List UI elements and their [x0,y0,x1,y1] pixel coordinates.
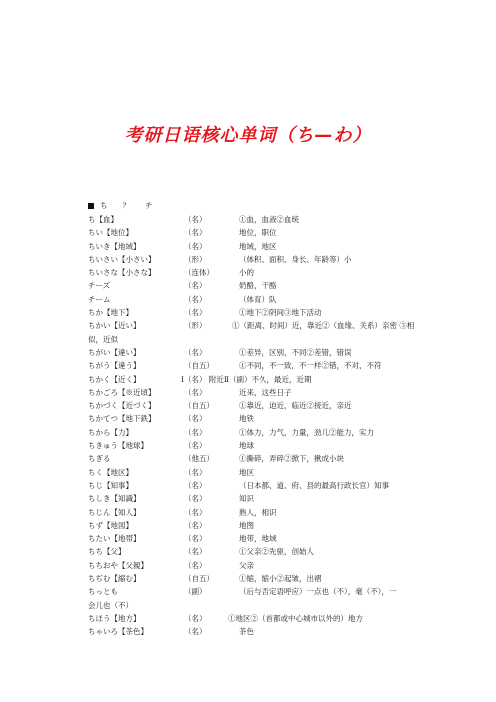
list-item [88,240,418,253]
list-item [88,492,418,505]
section-heading-text: ち ？ チ [100,201,153,210]
entry-part-of-speech: （名） [184,347,207,357]
page-title: 考研日语核心单词（ち—わ） [124,125,372,146]
entry-word: ちかく【近く】 [88,374,141,384]
entry-meaning: 地图 [239,520,254,530]
list-item [88,306,418,319]
list-item [88,319,418,332]
list-item [88,545,418,558]
entry-part-of-speech: （自五） [184,401,214,411]
entry-meaning: ①地区②（首都或中心城市以外的）地方 [228,613,363,623]
entry-word: ちいさな【小さな】 [88,268,156,278]
entry-word: ちち【父】 [88,547,126,557]
vocabulary-list [88,213,418,639]
entry-meaning: （体积、面积、身长、年龄等）小 [239,254,352,264]
entry-part-of-speech: （自五） [184,574,214,584]
list-item [88,452,418,465]
entry-meaning: ①（距离、时间）近，靠近②（血缘、关系）亲密 ③相 [232,321,415,331]
entry-word: ち【血】 [88,215,118,224]
entry-meaning: 知识 [239,494,254,504]
list-item [88,399,418,412]
entry-word: ちじ【知事】 [88,480,133,490]
entry-part-of-speech: （名） [184,294,207,304]
entry-part-of-speech: （名） [184,494,207,504]
list-item [88,506,418,519]
entry-part-of-speech: （名） [184,215,207,224]
entry-word: ちたい【地帯】 [88,534,141,544]
entry-part-of-speech: （形） [184,254,207,264]
list-item [88,293,418,306]
entry-meaning: ①地下②阴间③地下活动 [239,308,322,318]
entry-word: ちゃいろ【茶色】 [88,627,148,637]
entry-meaning: ①差异，区别，不同②差错，错误 [239,347,352,357]
entry-part-of-speech: （名） [184,613,207,623]
entry-word: チーム [88,294,111,304]
entry-part-of-speech: （名） [184,281,207,291]
list-item [88,519,418,532]
entry-meaning: 近来，这些日子 [239,387,292,397]
entry-part-of-speech: （名） [184,241,207,251]
entry-part-of-speech: （名） [184,387,207,397]
section-heading [88,200,153,211]
entry-part-of-speech: Ⅰ（名） 附近Ⅱ（副）不久，最近，近期 [181,374,312,384]
entry-part-of-speech: （名） [184,560,207,570]
list-item [88,386,418,399]
entry-word: ちぎる [88,454,111,464]
entry-meaning: ①撕碎，弄碎②掀下，揪成小块 [239,454,344,464]
entry-part-of-speech: （名） [184,441,207,451]
list-item [88,266,418,279]
entry-word: ちかごろ【※近頃】 [88,387,156,397]
list-item [88,466,418,479]
list-item [88,479,418,492]
entry-part-of-speech: （连体） [184,268,214,278]
entry-meaning: ①靠近，迫近，临近②接近，亲近 [239,401,352,411]
entry-word: ちかい【近い】 [88,321,141,331]
entry-meaning: ①体力，力气，力量，劲儿②能力，实力 [239,427,374,437]
list-item [88,226,418,239]
entry-word: ちちおや【父親】 [88,560,148,570]
entry-word: ちがい【違い】 [88,347,141,357]
entry-meaning: 地位，职位 [239,228,277,238]
entry-meaning: （日本都、道、府、县的最高行政长官）知事 [239,480,389,490]
entry-part-of-speech: （形） [184,321,207,331]
entry-word: ちかてつ【地下鉄】 [88,414,156,424]
entry-word: ちきゅう【地球】 [88,441,148,451]
list-item [88,559,418,572]
entry-word: ちかづく【近づく】 [88,401,156,411]
entry-part-of-speech: （自五） [184,361,214,371]
entry-meaning: 熟人，相识 [239,507,277,517]
entry-meaning: 父亲 [239,560,254,570]
entry-meaning: ①血，血液②血统 [239,215,299,224]
entry-meaning-continuation: 会儿也（不） [88,600,133,610]
entry-meaning: （体育）队 [239,294,277,304]
entry-word: ちほう【地方】 [88,613,141,623]
list-item [88,213,418,226]
list-item [88,279,418,292]
entry-meaning: 地域，地区 [239,241,277,251]
entry-word: ちっとも [88,587,118,597]
entry-word: チーズ [88,281,111,291]
entry-meaning: 地球 [239,441,254,451]
entry-meaning: （后与否定语呼应）一点也（不），毫（不），一 [239,587,397,597]
entry-part-of-speech: （名） [184,228,207,238]
list-item [88,572,418,585]
entry-part-of-speech: （名） [184,414,207,424]
entry-word: ちじん【知人】 [88,507,141,517]
list-item [88,359,418,372]
entry-part-of-speech: （名） [184,480,207,490]
entry-word: ちぢむ【縮む】 [88,574,141,584]
entry-word: ちから【力】 [88,427,133,437]
entry-part-of-speech: （名） [184,520,207,530]
list-item [88,426,418,439]
list-item [88,612,418,625]
list-item [88,532,418,545]
entry-meaning: ①不同，不一致，不一样②错，不对，不符 [239,361,382,371]
entry-word: ちく【地区】 [88,467,133,477]
entry-part-of-speech: （他五） [184,454,214,464]
entry-part-of-speech: （名） [184,467,207,477]
entry-meaning: 茶色 [239,627,254,637]
black-square-icon [88,203,94,209]
entry-part-of-speech: （名） [184,427,207,437]
entry-word: ちがう【違う】 [88,361,141,371]
entry-word: ちいさい【小さい】 [88,254,156,264]
entry-part-of-speech: （名） [184,507,207,517]
list-item [88,346,418,359]
entry-meaning-continuation: 似，近似 [88,334,118,344]
entry-meaning: ①父亲②先驱，创始人 [239,547,314,557]
entry-word: ちしき【知識】 [88,494,141,504]
list-item [88,439,418,452]
entry-part-of-speech: （名） [184,547,207,557]
entry-meaning: 地区 [239,467,254,477]
entry-meaning: 地带，地域 [239,534,277,544]
list-item [88,412,418,425]
entry-part-of-speech: （名） [184,308,207,318]
entry-meaning: ①缩，缩小②起皱，出褶 [239,574,322,584]
list-item [88,253,418,266]
entry-word: ちか【地下】 [88,308,133,318]
entry-part-of-speech: （副） [184,587,207,597]
entry-part-of-speech: （名） [184,534,207,544]
entry-meaning: 地铁 [239,414,254,424]
list-item [88,625,418,638]
entry-part-of-speech: （名） [184,627,207,637]
list-item [88,373,418,386]
entry-word: ちい【地位】 [88,228,133,238]
entry-meaning: 奶酪，干酪 [239,281,277,291]
entry-word: ちず【地図】 [88,520,133,530]
list-item [88,585,418,598]
entry-word: ちいき【地域】 [88,241,141,251]
entry-meaning: 小的 [239,268,254,278]
